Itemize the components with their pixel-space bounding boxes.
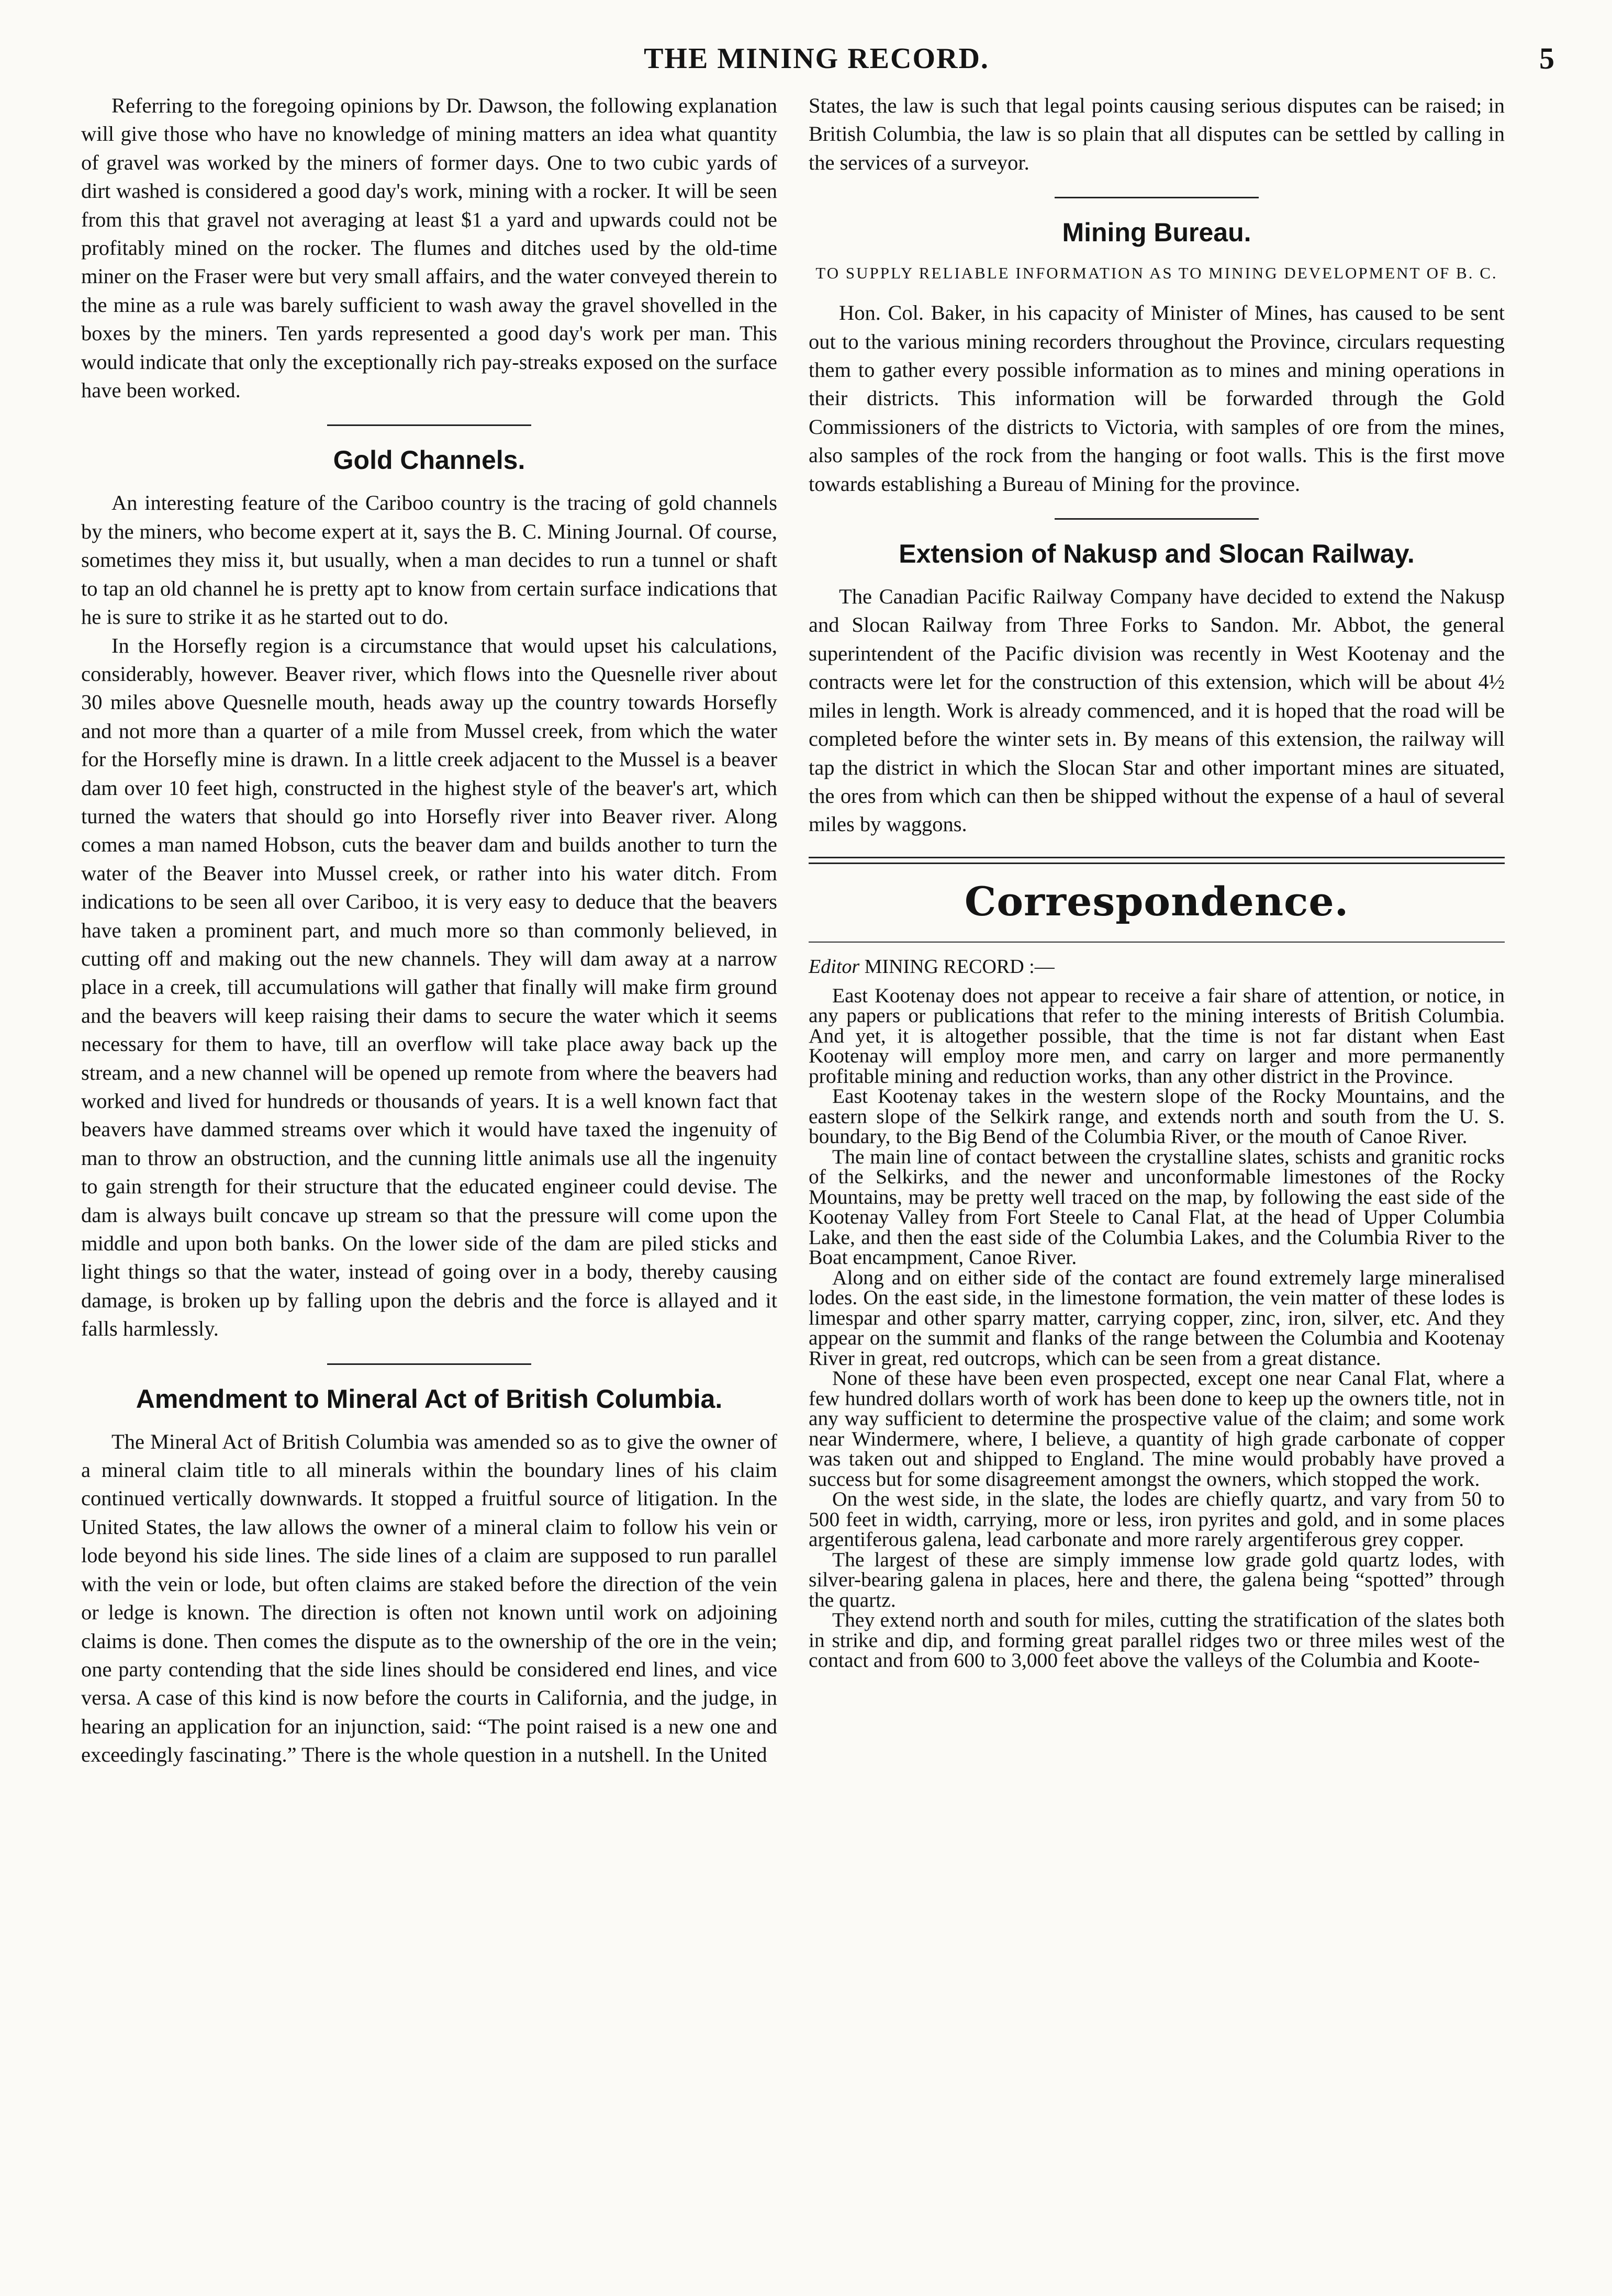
section-divider bbox=[327, 1363, 531, 1365]
correspondence-paragraph: None of these have been even prospected, except one near Canal Flat, where a few hundred dollars worth of work has been done to keep up the owners title, not in any way sufficient to determine the prospective value of the claim; and some work near Windermere, where, I believe, a quantity of high grade carbonate of copper was taken out and shipped to England. The mine would probably have proved a success but for some disagreement amongst the owners, which stopped the work. bbox=[809, 1367, 1505, 1491]
amendment-paragraph: The Mineral Act of British Columbia was amended so as to give the owner of a mineral claim title to all minerals within the boundary lines of his claim continued vertically downwards. It stopped a fruitful source of litigation. In the United States, the law allows the owner of a mineral claim to follow his vein or lode beyond his side lines. The side lines of a claim are supposed to run parallel with the vein or lode, but often claims are staked before the direction of the vein or ledge is known. The direction is often not known until work on adjoining claims is done. Then comes the dispute as to the ownership of the ore in the vein; one party contending that the side lines should be considered end lines, and vice versa. A case of this kind is now before the courts in California, and the judge, in hearing an application for an injunction, said: “The point raised is a new one and exceedingly fascinating.” There is the whole question in a nutshell. In the United bbox=[81, 1429, 777, 1767]
continuation-paragraph: States, the law is such that legal points causing serious disputes can be raised; in British Columbia, the law is so plain that all disputes can be settled by calling in the services of a surveyor. bbox=[809, 94, 1505, 174]
mining-bureau-subtitle: TO SUPPLY RELIABLE INFORMATION AS TO MINING DEVELOPMENT OF B. C. bbox=[815, 264, 1498, 283]
correspondence-paragraph: East Kootenay does not appear to receive a fair share of attention, or notice, in any papers or publications that refer to the mining interests of British Columbia. And yet, it is altogether possible, that the time is not far distant when East Kootenay will employ more men, and carry on larger and more permanently profitable mining and reduction works, than any other district in the Province. bbox=[809, 983, 1505, 1088]
dawson-paragraph: Referring to the foregoing opinions by Dr. Dawson, the following explanation will give those who have no knowledge of mining matters an idea what quantity of gravel was worked by the miners of former days. One to two cubic yards of dirt washed is considered a good day's work, mining with a rocker. It will be seen from this that gravel not averaging at least $1 a yard and upwards could not be profitably mined on the rocker. The flumes and ditches used by the old-time miner on the Fraser were but very small affairs, and the water conveyed therein to the mine as a rule was barely sufficient to wash away the gravel shovelled in the boxes by the miners. Ten yards represented a good day's work per man. This would indicate that only the exceptionally rich pay-streaks exposed on the surface have been worked. bbox=[81, 94, 777, 402]
correspondence-title: Correspondence. bbox=[964, 878, 1349, 925]
correspondence-paragraph: The largest of these are simply immense low grade gold quartz lodes, with silver-bearing galena in places, here and there, the galena being “spotted” through the quartz. bbox=[809, 1548, 1505, 1611]
correspondence-paragraph: Along and on either side of the contact are found extremely large mineralised lodes. On the east side, in the limestone formation, the vein matter of these lodes is limespar and other sparry matter, carrying copper, zinc, iron, silver, etc. And they appear on the summit and flanks of the range between the Columbia and Kootenay River in great, red outcrops, which can be seen from a great distance. bbox=[809, 1265, 1505, 1370]
nakusp-paragraph: The Canadian Pacific Railway Company have decided to extend the Nakusp and Slocan Railway from Three Forks to Sandon. Mr. Abbot, the general superintendent of the Pacific division was recently in West Kootenay and the contracts were let for the construction of this extension, which will be about 4½ miles in length. Work is already commenced, and it is hoped that the road will be completed before the winter sets in. By means of this extension, the railway will tap the district in which the Slocan Star and other important mines are situated, the ores from which can then be shipped without the expense of a haul of several miles by waggons. bbox=[809, 585, 1505, 836]
mining-bureau-paragraph: Hon. Col. Baker, in his capacity of Minister of Mines, has caused to be sent out to the various mining recorders throughout the Province, circulars requesting them to gather every possible information as to mines and mining operations in their districts. This information will be forwarded through the Gold Commissioners of the districts to Victoria, with samples of ore from the mines, also samples of the rock from the hanging or foot walls. This is the first move towards establishing a Bureau of Mining for the province. bbox=[809, 301, 1505, 496]
right-column bbox=[809, 92, 1505, 1671]
salutation-editor: Editor bbox=[809, 955, 860, 978]
gold-channels-paragraph: An interesting feature of the Cariboo country is the tracing of gold channels by the miners, who become expert at it, says the B. C. Mining Journal. Of course, sometimes they miss it, but usually, when a man decides to run a tunnel or shaft to tap an old channel he is pretty apt to know from certain surface indications that he is sure to strike it as he started out to do. bbox=[81, 491, 777, 629]
page-header bbox=[79, 37, 1554, 84]
correspondence-paragraph: They extend north and south for miles, cutting the stratification of the slates both in strike and dip, and forming great parallel ridges two or three miles west of the contact and from 600 to 3,000 feet above the valleys of the Columbia and Koote- bbox=[809, 1608, 1505, 1672]
publication-title: THE MINING RECORD. bbox=[644, 42, 989, 75]
correspondence-paragraph: East Kootenay takes in the western slope of the Rocky Mountains, and the eastern slope of the Selkirk range, and extends north and south from the U. S. boundary, to the Big Bend of the Columbia River, or the mouth of Canoe River. bbox=[809, 1084, 1505, 1148]
mining-bureau-title: Mining Bureau. bbox=[1062, 218, 1251, 248]
salutation-recipient: MINING RECORD :— bbox=[864, 955, 1055, 978]
correspondence-divider bbox=[809, 942, 1505, 943]
section-divider bbox=[327, 424, 531, 426]
nakusp-title: Extension of Nakusp and Slocan Railway. bbox=[899, 539, 1415, 569]
correspondence-paragraph: On the west side, in the slate, the lodes are chiefly quartz, and vary from 50 to 500 feet in width, carrying, more or less, iron pyrites and gold, and in some places argentiferous galena, lead carbonate and more rarely argentiferous grey copper. bbox=[809, 1487, 1505, 1551]
amendment-title: Amendment to Mineral Act of British Columbia. bbox=[136, 1384, 723, 1414]
gold-channels-paragraph: In the Horsefly region is a circumstance that would upset his calculations, considerably, however. Beaver river, which flows into the Quesnelle river about 30 miles above Quesnelle mouth, heads away up the country towards Horsefly and not more than a quarter of a mile from Mussel creek, from which the water for the Horsefly mine is drawn. In a little creek adjacent to the Mussel is a beaver dam over 10 feet high, constructed in the highest style of the beaver's art, which turned the waters that should go into Horsefly river into Beaver river. Along comes a man named Hobson, cuts the beaver dam and builds another to turn the water of the Beaver into Mussel creek, or rather into his water ditch. From indications to be seen all over Cariboo, it is very easy to deduce that the beavers have taken a prominent part, and much more so than commonly believed, in cutting off and making out the new channels. They will dam away at a narrow place in a creek, till accumulations will gather that finally will make firm ground and the beavers will keep raising their dams to secure the water which it seems necessary for them to have, till an overflow will take place away back up the stream, and a new channel will be opened up remote from where the beavers had worked and lived for hundreds or thousands of years. It is a well known fact that beavers have dammed streams over which it would have taxed the ingenuity of man to throw an obstruction, and the cunning little animals use all the ingenuity to gain strength for their structure that the educated engineer could devise. The dam is always built concave up stream so that the pressure will come upon the middle and upon both banks. On the lower side of the dam are piled sticks and light things so that the water, instead of going over in a body, thereby causing damage, is broken up by falling upon the debris and the force is allayed and it falls harmlessly. bbox=[81, 633, 777, 1341]
section-divider bbox=[1055, 197, 1259, 198]
page-number: 5 bbox=[1539, 41, 1554, 75]
double-divider bbox=[809, 857, 1505, 864]
section-divider bbox=[1055, 518, 1259, 520]
editor-salutation bbox=[809, 953, 1505, 980]
gold-channels-title: Gold Channels. bbox=[333, 445, 525, 475]
correspondence-paragraph: The main line of contact between the crystalline slates, schists and granitic rocks of the Selkirks, and the newer and unconformable limestones of the Rocky Mountains, may be pretty well traced on the map, by following the east side of the Kootenay Valley from Fort Steele to Canal Flat, at the head of Upper Columbia Lake, and then the east side of the Columbia Lakes, and the Columbia River to the Boat encampment, Canoe River. bbox=[809, 1145, 1505, 1269]
left-column bbox=[81, 92, 777, 1769]
